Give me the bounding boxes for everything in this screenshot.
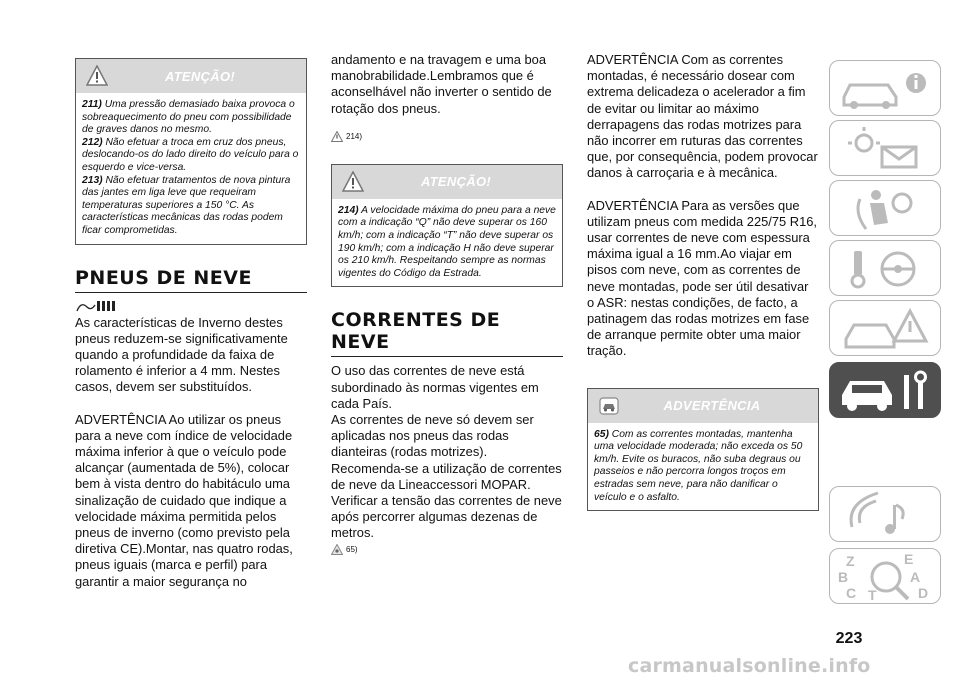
- tab-media[interactable]: [829, 486, 941, 542]
- dashboard-lights-icon: [830, 121, 942, 177]
- index-letter: Z: [846, 553, 855, 569]
- note-ref-icon: [331, 544, 343, 555]
- section-rule: [75, 292, 307, 293]
- warning-box: [331, 164, 563, 288]
- warning-box: [75, 58, 307, 245]
- warning-header: [76, 59, 306, 93]
- tab-airbag-seat[interactable]: [829, 180, 941, 236]
- media-icon: [830, 487, 942, 543]
- index-letter: A: [910, 569, 921, 585]
- warning-triangle-icon: [86, 65, 108, 87]
- warning-body: [76, 93, 306, 244]
- section-title: CORRENTES DE NEVE: [331, 309, 501, 354]
- section-title: PNEUS DE NEVE: [75, 266, 252, 289]
- tab-dashboard-lights[interactable]: [829, 120, 941, 176]
- page-number: 223: [835, 630, 863, 647]
- advert-header: [588, 389, 818, 423]
- column-3: [587, 52, 819, 511]
- tab-key-steering[interactable]: [829, 240, 941, 296]
- warning-title: ATENÇÃO!: [164, 68, 236, 84]
- car-note-icon: [598, 395, 620, 417]
- snow-tyre-icon: [75, 299, 119, 313]
- warning-body: [332, 199, 562, 287]
- paragraph: As características de Inverno destes pneus reduzem-se significativamente quando a profundidade da faixa de rolamento é inferior a 4 mm. Nestes casos, devem ser substituídos.: [75, 314, 288, 395]
- paragraph: ADVERTÊNCIA Para as versões que utilizam pneus com medida 225/75 R16, usar correntes de neve com espessura máxima igual a 16 mm.Ao viajar em pisos com neve, com as correntes de neve montadas, pode ser útil desativar o ASR: nestas condições, de facto, a patinagem das rodas motrizes em fase de arranque permite obter uma maior tração.: [587, 197, 818, 359]
- car-tools-icon: [830, 363, 942, 419]
- advert-item: 65) Com as correntes montadas, mantenha uma velocidade moderada; não exceda os 50 km/h. Evite os buracos, não suba degraus ou passeios e não percorra longos troços em estradas sem neve, para não danificar o veículo e o asfalto.: [594, 428, 803, 503]
- tab-car-info[interactable]: [829, 60, 941, 116]
- key-steering-icon: [830, 241, 942, 297]
- car-warning-icon: [830, 301, 942, 357]
- paragraph: Recomenda-se a utilização de correntes de neve da Lineaccessori MOPAR. Verificar a tensão das correntes de neve após percorrer algumas dezenas de metros.: [331, 460, 562, 541]
- advert-title: ADVERTÊNCIA: [663, 398, 761, 414]
- advert-box: [587, 388, 819, 512]
- index-letter: E: [904, 551, 914, 567]
- index-letter: B: [838, 569, 849, 585]
- tab-car-warning[interactable]: [829, 300, 941, 356]
- index-letter: C: [846, 585, 857, 601]
- paragraph: As correntes de neve só devem ser aplicadas nos pneus das rodas dianteiras (rodas motrizes).: [331, 411, 534, 460]
- column-1: [75, 58, 307, 590]
- warning-triangle-icon: [342, 171, 364, 193]
- warning-ref-icon: [331, 131, 343, 142]
- section-rule: [331, 356, 563, 357]
- watermark: carmanualsonline.info: [628, 655, 871, 677]
- warning-item: 213) Não efetuar tratamentos de nova pintura das jantes em liga leve que requeiram temperaturas superiores a 150 °C. As características mecânicas das rodas podem ficar comprometidas.: [82, 174, 291, 236]
- advert-body: [588, 423, 818, 511]
- tab-car-tools[interactable]: [829, 362, 941, 418]
- tab-index[interactable]: [829, 548, 941, 604]
- paragraph: ADVERTÊNCIA Com as correntes montadas, é necessário dosear com extrema delicadeza o acelerador a fim de evitar ou limitar ao máximo derrapagens das rodas motrizes para não incorrer em ruturas das correntes que, por consequência, podem provocar danos à carroçaria e à mecânica.: [587, 52, 818, 181]
- warning-header: [332, 165, 562, 199]
- car-info-icon: [830, 61, 942, 117]
- warning-item: 212) Não efetuar a troca em cruz dos pneus, deslocando-os do lado direito do veículo para o esquerdo e vice-versa.: [82, 136, 299, 173]
- index-letter: D: [918, 585, 929, 601]
- paragraph: O uso das correntes de neve está subordinado às normas vigentes em cada País.: [331, 363, 539, 411]
- warning-item: 211) Uma pressão demasiado baixa provoca o sobreaquecimento do pneu com possibilidade de graves danos no mesmo.: [82, 99, 295, 136]
- warning-item: 214) A velocidade máxima do pneu para a neve com a indicação “Q” não deve superar os 160 km/h; com a indicação “T” não deve superar os 190 km/h; com a indicação H não deve superar os 210 km/h. Respeitando sempre as normas vigentes do Código da Estrada.: [338, 204, 556, 279]
- column-2: [331, 52, 563, 563]
- airbag-seat-icon: [830, 181, 942, 237]
- index-letter: T: [868, 587, 877, 603]
- warning-title: ATENÇÃO!: [420, 174, 492, 190]
- reference-mark: 65): [331, 544, 358, 555]
- reference-mark: 214): [331, 131, 362, 142]
- paragraph: andamento e na travagem e uma boa manobrabilidade.Lembramos que é aconselhável não inverter o sentido de rotação dos pneus.: [331, 52, 552, 116]
- paragraph: ADVERTÊNCIA Ao utilizar os pneus para a neve com índice de velocidade máxima inferior à que o veículo pode alcançar (aumentada de 5%), colocar bem à vista dentro do habitáculo uma sinalização de cuidado que indique a velocidade máxima permitida pelos pneus de inverno (como previsto pela diretiva CE).Montar, nas quatro rodas, pneus iguais (marca e perfil) para garantir a maior segurança no: [75, 411, 293, 589]
